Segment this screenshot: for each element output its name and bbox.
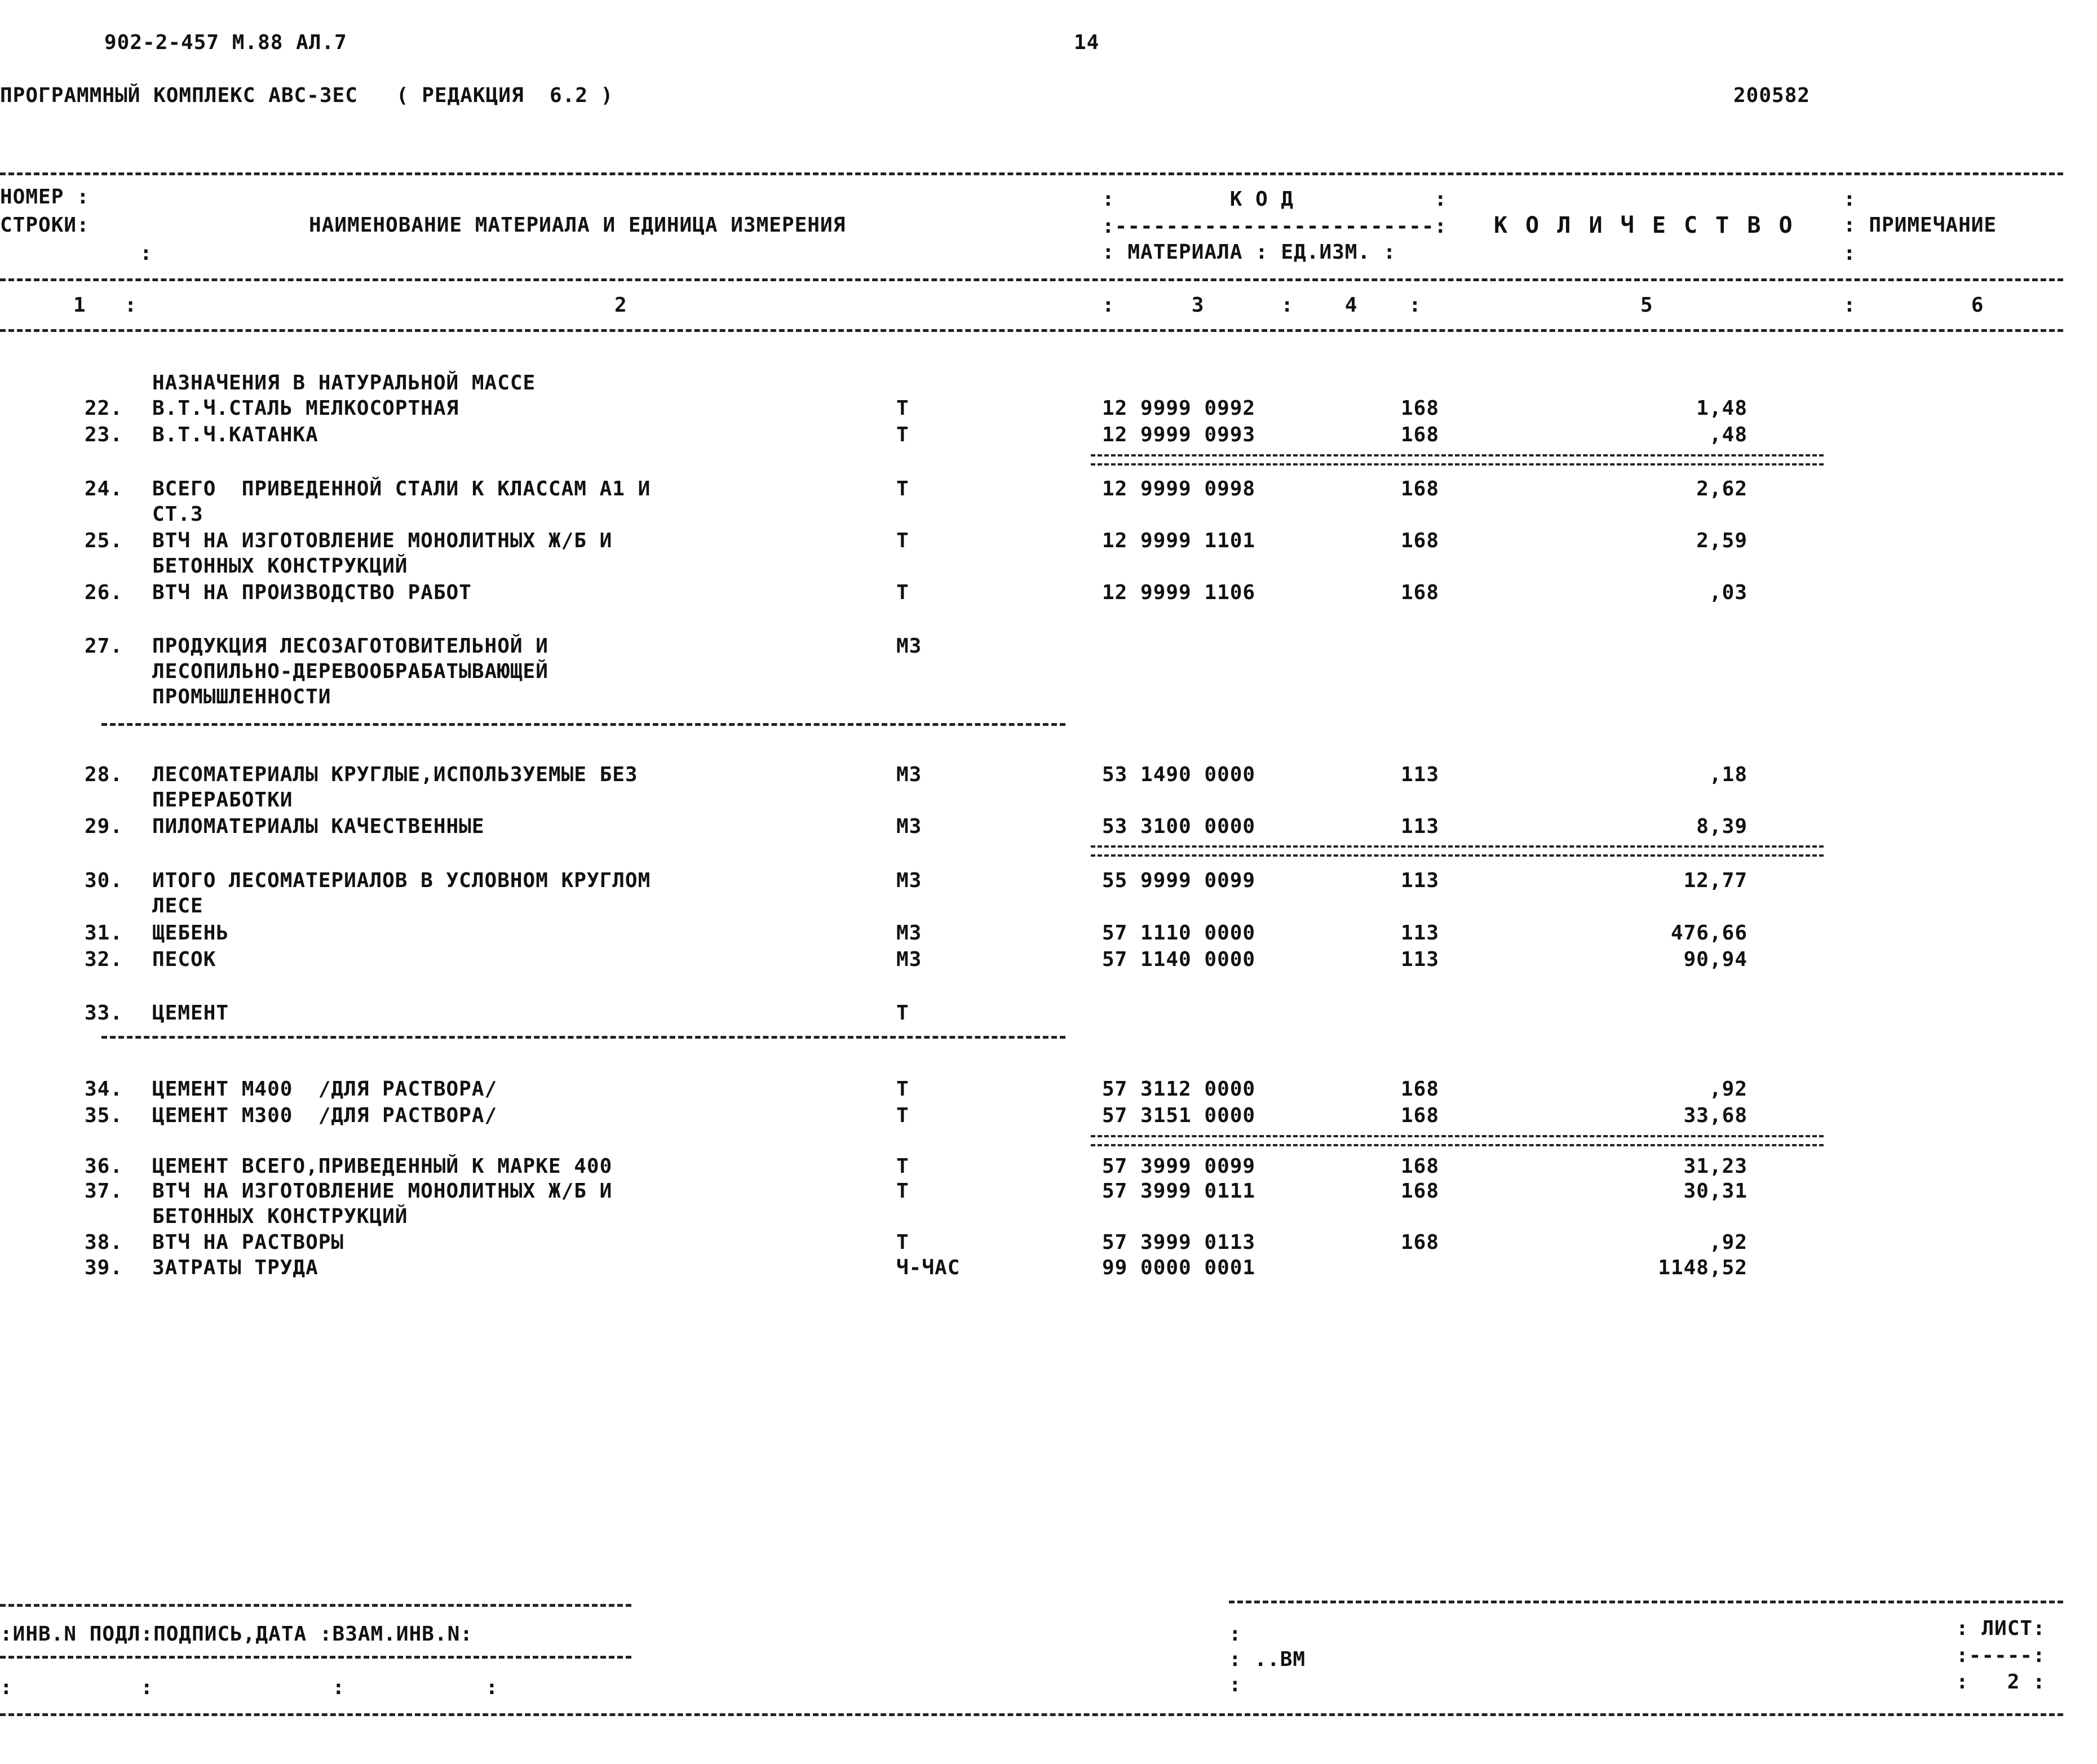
group-separator xyxy=(101,1036,1065,1039)
row-unit-code: 113 xyxy=(1401,763,1440,786)
row-number: 22. xyxy=(85,397,123,420)
group-separator xyxy=(101,723,1065,726)
row-unit: Т xyxy=(896,477,909,500)
row-unit-code: 168 xyxy=(1401,1180,1440,1203)
row-quantity: 33,68 xyxy=(1683,1104,1748,1127)
row-code: 57 3999 0113 xyxy=(1102,1231,1256,1254)
row-code: 57 3112 0000 xyxy=(1102,1078,1256,1101)
col-index-5: 5 xyxy=(1640,294,1653,317)
table-top-rule xyxy=(0,172,2063,175)
row-number: 39. xyxy=(85,1256,123,1279)
section-title: НАЗНАЧЕНИЯ В НАТУРАЛЬНОЙ МАССЕ xyxy=(152,371,536,395)
row-unit-code: 113 xyxy=(1401,869,1440,892)
row-name: ЦЕМЕНТ М300 /ДЛЯ РАСТВОРА/ xyxy=(152,1104,498,1127)
footer-mid-text: : ..ВМ xyxy=(1229,1648,1306,1671)
row-number: 37. xyxy=(85,1180,123,1203)
row-name-cont: ЛЕСОПИЛЬНО-ДЕРЕВООБРАБАТЫВАЮЩЕЙ xyxy=(152,660,548,683)
row-code: 55 9999 0099 xyxy=(1102,869,1256,892)
row-unit: Т xyxy=(896,397,909,420)
row-number: 31. xyxy=(85,921,123,945)
col-quantity-header: К О Л И Ч Е С Т В О xyxy=(1494,212,1795,238)
row-quantity: 31,23 xyxy=(1683,1155,1748,1178)
row-code: 53 1490 0000 xyxy=(1102,763,1256,786)
row-code: 12 9999 1101 xyxy=(1102,529,1256,552)
document-id: 902-2-457 М.88 АЛ.7 xyxy=(104,31,347,54)
row-name-cont: СТ.3 xyxy=(152,503,203,526)
row-name: ВТЧ НА ИЗГОТОВЛЕНИЕ МОНОЛИТНЫХ Ж/Б И xyxy=(152,1180,613,1203)
row-code: 12 9999 0998 xyxy=(1102,477,1256,500)
row-name: ЦЕМЕНТ М400 /ДЛЯ РАСТВОРА/ xyxy=(152,1078,498,1101)
row-number: 27. xyxy=(85,635,123,658)
row-unit: М3 xyxy=(896,815,922,838)
row-number: 28. xyxy=(85,763,123,786)
row-code: 53 3100 0000 xyxy=(1102,815,1256,838)
row-number: 33. xyxy=(85,1001,123,1025)
footer-left-cells: : : : : xyxy=(0,1676,499,1699)
row-name: ВТЧ НА РАСТВОРЫ xyxy=(152,1231,344,1254)
row-code: 57 3999 0099 xyxy=(1102,1155,1256,1178)
col-name-header: НАИМЕНОВАНИЕ МАТЕРИАЛА И ЕДИНИЦА ИЗМЕРЕНИЯ xyxy=(309,214,846,237)
col-index-6: : 6 xyxy=(1843,294,1984,317)
col-number-header-1: НОМЕР : xyxy=(0,185,90,209)
row-unit-code: 168 xyxy=(1401,423,1440,446)
row-name: ВТЧ НА ПРОИЗВОДСТВО РАБОТ xyxy=(152,581,472,604)
row-number: 30. xyxy=(85,869,123,892)
row-unit: Ч-ЧАС xyxy=(896,1256,961,1279)
footer-left-rule-mid xyxy=(0,1656,631,1659)
row-number: 24. xyxy=(85,477,123,500)
col-index-3-4: : 3 : 4 : xyxy=(1102,294,1422,317)
subtotal-rule xyxy=(1091,845,1824,857)
col-note-header-3: : xyxy=(1843,242,1856,265)
row-name: ЩЕБЕНЬ xyxy=(152,921,229,945)
row-unit-code: 168 xyxy=(1401,1155,1440,1178)
row-unit: М3 xyxy=(896,869,922,892)
row-name: ИТОГО ЛЕСОМАТЕРИАЛОВ В УСЛОВНОМ КРУГЛОМ xyxy=(152,869,651,892)
page-number: 14 xyxy=(1074,31,1100,54)
footer-mid-colon-3: : xyxy=(1229,1673,1242,1696)
row-unit-code: 168 xyxy=(1401,529,1440,552)
row-quantity: ,18 xyxy=(1709,763,1748,786)
row-number: 23. xyxy=(85,423,123,446)
col-note-header-1: : xyxy=(1843,188,1856,211)
col-number-header-2: СТРОКИ: xyxy=(0,214,90,237)
row-name-cont: ПРОМЫШЛЕННОСТИ xyxy=(152,685,331,708)
row-name: ЦЕМЕНТ ВСЕГО,ПРИВЕДЕННЫЙ К МАРКЕ 400 xyxy=(152,1155,613,1178)
row-code: 12 9999 0993 xyxy=(1102,423,1256,446)
row-unit: М3 xyxy=(896,763,922,786)
footer-left-rule-top xyxy=(0,1604,631,1607)
program-title: ПРОГРАММНЫЙ КОМПЛЕКС АВС-ЗЕС ( РЕДАКЦИЯ 6.2 ) xyxy=(0,84,614,107)
row-number: 36. xyxy=(85,1155,123,1178)
row-quantity: 1148,52 xyxy=(1658,1256,1748,1279)
col-index-2: 2 xyxy=(614,294,627,317)
row-quantity: ,92 xyxy=(1709,1078,1748,1101)
row-name: В.Т.Ч.СТАЛЬ МЕЛКОСОРТНАЯ xyxy=(152,397,459,420)
row-name: ВТЧ НА ИЗГОТОВЛЕНИЕ МОНОЛИТНЫХ Ж/Б И xyxy=(152,529,613,552)
row-name: ПРОДУКЦИЯ ЛЕСОЗАГОТОВИТЕЛЬНОЙ И xyxy=(152,635,548,658)
row-unit-code: 168 xyxy=(1401,397,1440,420)
row-unit-code: 113 xyxy=(1401,921,1440,945)
footer-left-labels: :ИНВ.N ПОДЛ:ПОДПИСЬ,ДАТА :ВЗАМ.ИНВ.N: xyxy=(0,1623,473,1646)
col-code-header-1: : К О Д : xyxy=(1102,188,1448,211)
row-quantity: 12,77 xyxy=(1683,869,1748,892)
sheet-separator: :-----: xyxy=(1956,1644,2046,1667)
sheet-label: : ЛИСТ: xyxy=(1956,1617,2046,1640)
row-number: 35. xyxy=(85,1104,123,1127)
row-quantity: 2,62 xyxy=(1696,477,1748,500)
row-name-cont: БЕТОННЫХ КОНСТРУКЦИЙ xyxy=(152,1205,408,1228)
row-unit: Т xyxy=(896,1180,909,1203)
row-name: ЗАТРАТЫ ТРУДА xyxy=(152,1256,318,1279)
row-unit: М3 xyxy=(896,635,922,658)
table-index-rule xyxy=(0,329,2063,332)
col-number-header-3: : xyxy=(140,242,153,265)
row-unit-code: 168 xyxy=(1401,1231,1440,1254)
row-name: ЦЕМЕНТ xyxy=(152,1001,229,1025)
row-number: 32. xyxy=(85,948,123,971)
col-code-header-2: :-------------------------: xyxy=(1102,215,1448,238)
row-unit: Т xyxy=(896,423,909,446)
row-unit: Т xyxy=(896,1155,909,1178)
row-code: 12 9999 1106 xyxy=(1102,581,1256,604)
row-quantity: ,48 xyxy=(1709,423,1748,446)
row-unit-code: 168 xyxy=(1401,1104,1440,1127)
row-quantity: 8,39 xyxy=(1696,815,1748,838)
row-code: 57 3999 0111 xyxy=(1102,1180,1256,1203)
row-unit-code: 168 xyxy=(1401,1078,1440,1101)
subtotal-rule xyxy=(1091,454,1824,466)
row-quantity: ,03 xyxy=(1709,581,1748,604)
row-unit-code: 168 xyxy=(1401,477,1440,500)
row-number: 34. xyxy=(85,1078,123,1101)
row-name: В.Т.Ч.КАТАНКА xyxy=(152,423,318,446)
row-unit: Т xyxy=(896,1104,909,1127)
row-quantity: 2,59 xyxy=(1696,529,1748,552)
row-name: ПИЛОМАТЕРИАЛЫ КАЧЕСТВЕННЫЕ xyxy=(152,815,485,838)
row-unit: Т xyxy=(896,1078,909,1101)
row-unit-code: 113 xyxy=(1401,948,1440,971)
row-unit: М3 xyxy=(896,948,922,971)
row-name-cont: БЕТОННЫХ КОНСТРУКЦИЙ xyxy=(152,555,408,578)
row-unit: Т xyxy=(896,581,909,604)
row-name: ЛЕСОМАТЕРИАЛЫ КРУГЛЫЕ,ИСПОЛЬЗУЕМЫЕ БЕЗ xyxy=(152,763,638,786)
date-code: 200582 xyxy=(1733,84,1811,107)
row-quantity: 30,31 xyxy=(1683,1180,1748,1203)
footer-right-rule-top xyxy=(1229,1601,2063,1603)
row-code: 57 3151 0000 xyxy=(1102,1104,1256,1127)
row-quantity: 1,48 xyxy=(1696,397,1748,420)
row-unit-code: 113 xyxy=(1401,815,1440,838)
row-name-cont: ПЕРЕРАБОТКИ xyxy=(152,788,293,812)
sheet-number: : 2 : xyxy=(1956,1670,2046,1694)
row-number: 29. xyxy=(85,815,123,838)
footer-mid-colon-1: : xyxy=(1229,1623,1242,1646)
row-name-cont: ЛЕСЕ xyxy=(152,894,203,918)
row-number: 38. xyxy=(85,1231,123,1254)
table-header-rule xyxy=(0,278,2063,281)
row-code: 57 1110 0000 xyxy=(1102,921,1256,945)
row-unit: Т xyxy=(896,1231,909,1254)
col-index-1: 1 : xyxy=(73,294,138,317)
row-name: ВСЕГО ПРИВЕДЕННОЙ СТАЛИ К КЛАССАМ А1 И xyxy=(152,477,651,500)
row-quantity: 90,94 xyxy=(1683,948,1748,971)
row-unit-code: 168 xyxy=(1401,581,1440,604)
row-unit: Т xyxy=(896,1001,909,1025)
footer-bottom-rule xyxy=(0,1713,2063,1716)
row-number: 25. xyxy=(85,529,123,552)
row-code: 12 9999 0992 xyxy=(1102,397,1256,420)
row-quantity: ,92 xyxy=(1709,1231,1748,1254)
row-unit: Т xyxy=(896,529,909,552)
row-number: 26. xyxy=(85,581,123,604)
row-unit: М3 xyxy=(896,921,922,945)
subtotal-rule xyxy=(1091,1135,1824,1146)
col-code-header-3: : МАТЕРИАЛА : ЕД.ИЗМ. : xyxy=(1102,241,1396,264)
col-note-header-2: : ПРИМЕЧАНИЕ xyxy=(1843,214,1997,237)
row-code: 99 0000 0001 xyxy=(1102,1256,1256,1279)
row-name: ПЕСОК xyxy=(152,948,216,971)
row-code: 57 1140 0000 xyxy=(1102,948,1256,971)
row-quantity: 476,66 xyxy=(1670,921,1748,945)
